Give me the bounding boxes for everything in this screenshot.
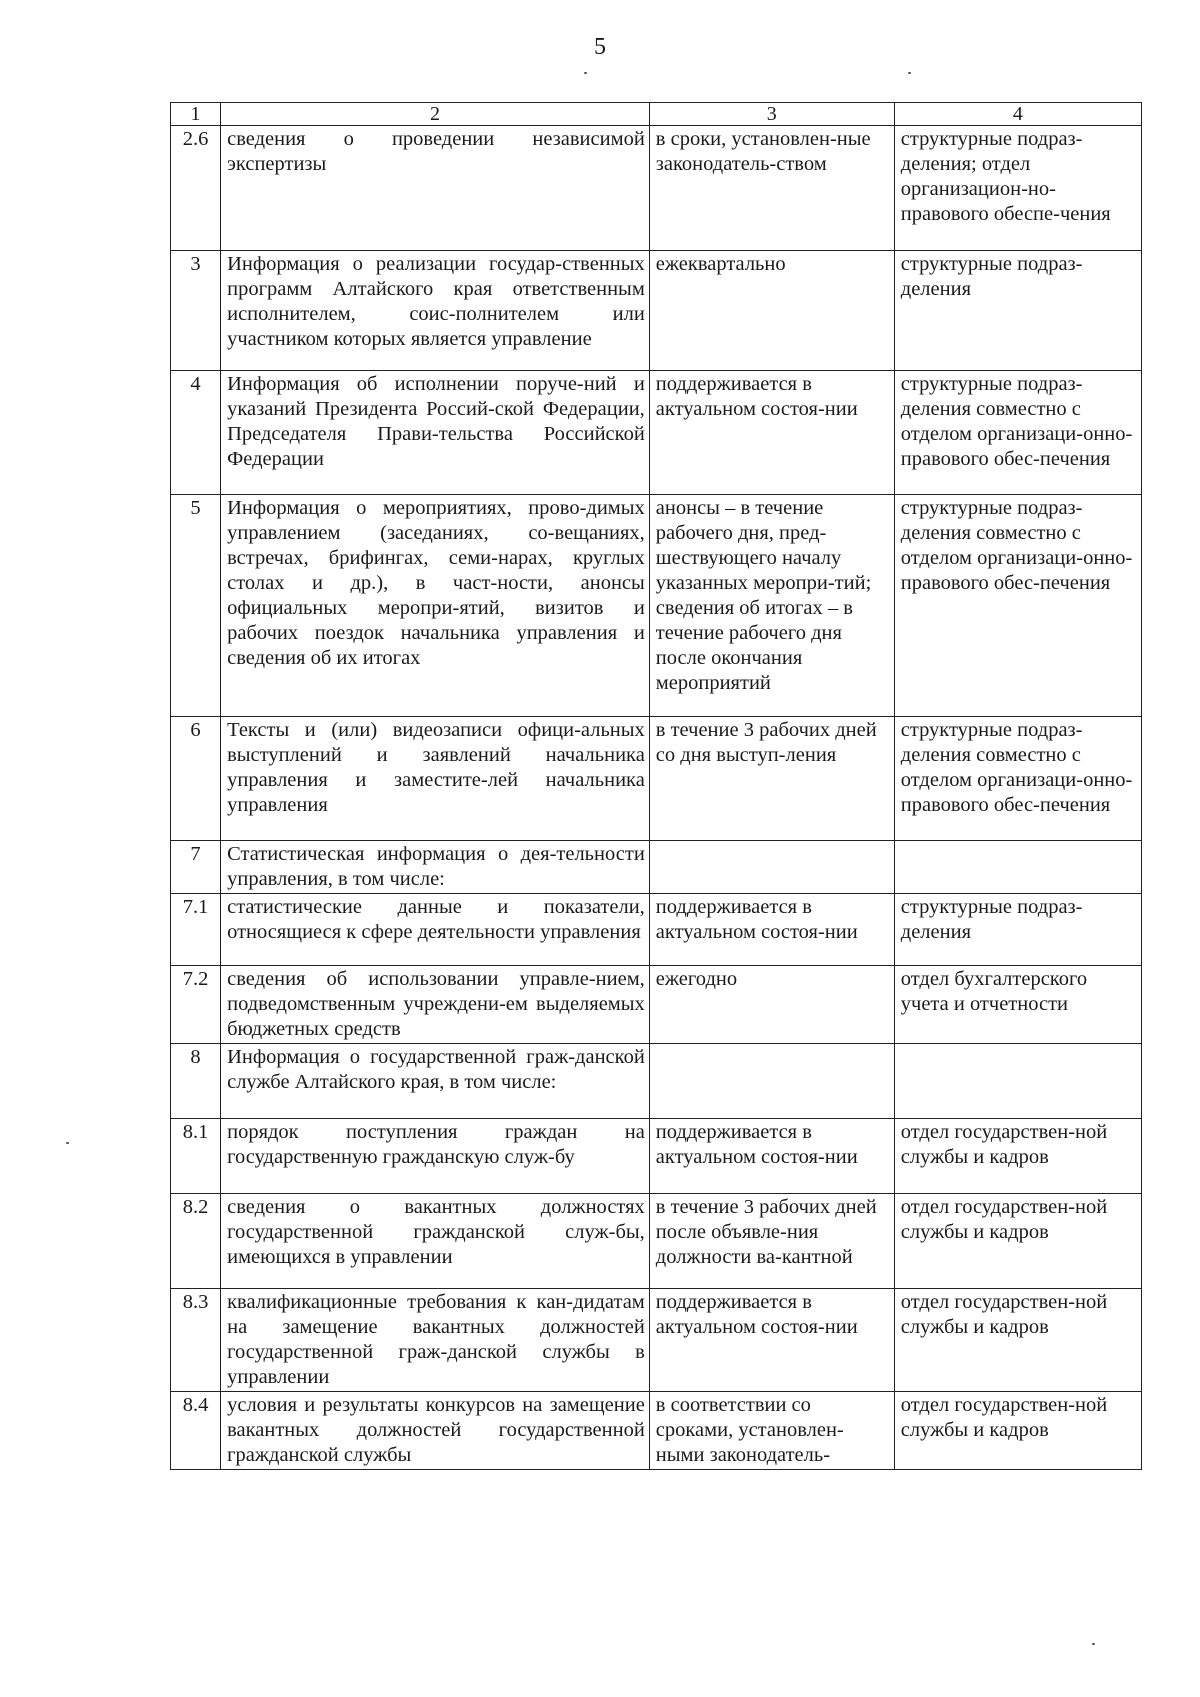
information-cell: Информация о реализации государ-ственных программ Алтайского края ответственным исполнителем, соис-полнителем или участником которых является управление	[221, 251, 650, 371]
deadline-cell: в течение 3 рабочих дней после объявле-ния должности ва-кантной	[649, 1194, 894, 1289]
responsible-cell: отдел государствен-ной службы и кадров	[894, 1392, 1141, 1470]
responsible-cell: структурные подраз-деления; отдел организацион-но-правового обеспе-чения	[894, 126, 1141, 251]
deadline-cell: поддерживается в актуальном состоя-нии	[649, 1289, 894, 1392]
information-cell: сведения об использовании управле-нием, подведомственным учреждени-ем выделяемых бюджетных средств	[221, 966, 650, 1044]
row-number-cell: 6	[171, 717, 221, 841]
information-cell: Информация об исполнении поруче-ний и указаний Президента Россий-ской Федерации, Председателя Прави-тельства Российской Федерации	[221, 371, 650, 495]
responsible-cell: отдел бухгалтерского учета и отчетности	[894, 966, 1141, 1044]
deadline-cell	[649, 841, 894, 894]
table-row	[171, 1044, 1142, 1119]
responsible-cell: структурные подраз-деления	[894, 251, 1141, 371]
header-cell-4: 4	[894, 103, 1141, 126]
table-row	[171, 841, 1142, 894]
deadline-cell: в течение 3 рабочих дней со дня выступ-ления	[649, 717, 894, 841]
information-cell: Тексты и (или) видеозаписи офици-альных выступлений и заявлений начальника управления и заместите-лей начальника управления	[221, 717, 650, 841]
header-cell-2: 2	[221, 103, 650, 126]
row-number-cell: 8.1	[171, 1119, 221, 1194]
reporting-table	[170, 102, 1142, 1470]
responsible-cell	[894, 1044, 1141, 1119]
responsible-cell: структурные подраз-деления совместно с отделом организаци-онно-правового обес-печения	[894, 371, 1141, 495]
information-cell: Информация о государственной граж-данской службе Алтайского края, в том числе:	[221, 1044, 650, 1119]
table-row	[171, 966, 1142, 1044]
row-number-cell: 5	[171, 495, 221, 717]
scan-speck	[908, 72, 911, 74]
deadline-cell: поддерживается в актуальном состоя-нии	[649, 1119, 894, 1194]
table-row	[171, 1289, 1142, 1392]
header-cell-1: 1	[171, 103, 221, 126]
responsible-cell: отдел государствен-ной службы и кадров	[894, 1194, 1141, 1289]
deadline-cell: поддерживается в актуальном состоя-нии	[649, 894, 894, 966]
scan-speck	[66, 1142, 69, 1144]
deadline-cell: в сроки, установлен-ные законодатель-ством	[649, 126, 894, 251]
table-row	[171, 251, 1142, 371]
table-body	[171, 103, 1142, 1470]
row-number-cell: 7.1	[171, 894, 221, 966]
responsible-cell: отдел государствен-ной службы и кадров	[894, 1289, 1141, 1392]
table-row	[171, 126, 1142, 251]
information-cell: сведения о вакантных должностях государственной гражданской служ-бы, имеющихся в управлении	[221, 1194, 650, 1289]
table-row	[171, 1392, 1142, 1470]
deadline-cell: поддерживается в актуальном состоя-нии	[649, 371, 894, 495]
information-cell: статистические данные и показатели, относящиеся к сфере деятельности управления	[221, 894, 650, 966]
row-number-cell: 2.6	[171, 126, 221, 251]
table-row	[171, 495, 1142, 717]
page-number: 5	[594, 34, 606, 60]
information-cell: порядок поступления граждан на государственную гражданскую служ-бу	[221, 1119, 650, 1194]
responsible-cell: структурные подраз-деления совместно с отделом организаци-онно-правового обес-печения	[894, 495, 1141, 717]
row-number-cell: 8.2	[171, 1194, 221, 1289]
deadline-cell: ежегодно	[649, 966, 894, 1044]
table-row	[171, 1194, 1142, 1289]
responsible-cell: отдел государствен-ной службы и кадров	[894, 1119, 1141, 1194]
row-number-cell: 4	[171, 371, 221, 495]
table-row	[171, 371, 1142, 495]
information-cell: условия и результаты конкурсов на замещение вакантных должностей государственной гражданской службы	[221, 1392, 650, 1470]
information-cell: квалификационные требования к кан-дидатам на замещение вакантных должностей государственной граж-данской службы в управлении	[221, 1289, 650, 1392]
information-cell: сведения о проведении независимой экспертизы	[221, 126, 650, 251]
table-row	[171, 717, 1142, 841]
row-number-cell: 7.2	[171, 966, 221, 1044]
row-number-cell: 7	[171, 841, 221, 894]
table-row	[171, 1119, 1142, 1194]
information-cell: Статистическая информация о дея-тельности управления, в том числе:	[221, 841, 650, 894]
header-row	[171, 103, 1142, 126]
scan-speck	[1092, 1643, 1095, 1645]
deadline-cell	[649, 1044, 894, 1119]
row-number-cell: 8.3	[171, 1289, 221, 1392]
deadline-cell: анонсы – в течение рабочего дня, пред-шествующего началу указанных меропри-тий; сведения об итогах – в течение рабочего дня после окончания мероприятий	[649, 495, 894, 717]
deadline-cell: в соответствии со сроками, установлен-ными законодатель-	[649, 1392, 894, 1470]
row-number-cell: 8	[171, 1044, 221, 1119]
information-cell: Информация о мероприятиях, прово-димых управлением (заседаниях, со-вещаниях, встречах, брифингах, семи-нарах, круглых столах и др.), в част-ности, анонсы официальных меропри-ятий, визитов и рабочих поездок начальника управления и сведения об их итогах	[221, 495, 650, 717]
table-row	[171, 894, 1142, 966]
responsible-cell: структурные подраз-деления	[894, 894, 1141, 966]
responsible-cell: структурные подраз-деления совместно с отделом организаци-онно-правового обес-печения	[894, 717, 1141, 841]
row-number-cell: 8.4	[171, 1392, 221, 1470]
header-cell-3: 3	[649, 103, 894, 126]
deadline-cell: ежеквартально	[649, 251, 894, 371]
scan-speck	[584, 72, 587, 74]
responsible-cell	[894, 841, 1141, 894]
row-number-cell: 3	[171, 251, 221, 371]
